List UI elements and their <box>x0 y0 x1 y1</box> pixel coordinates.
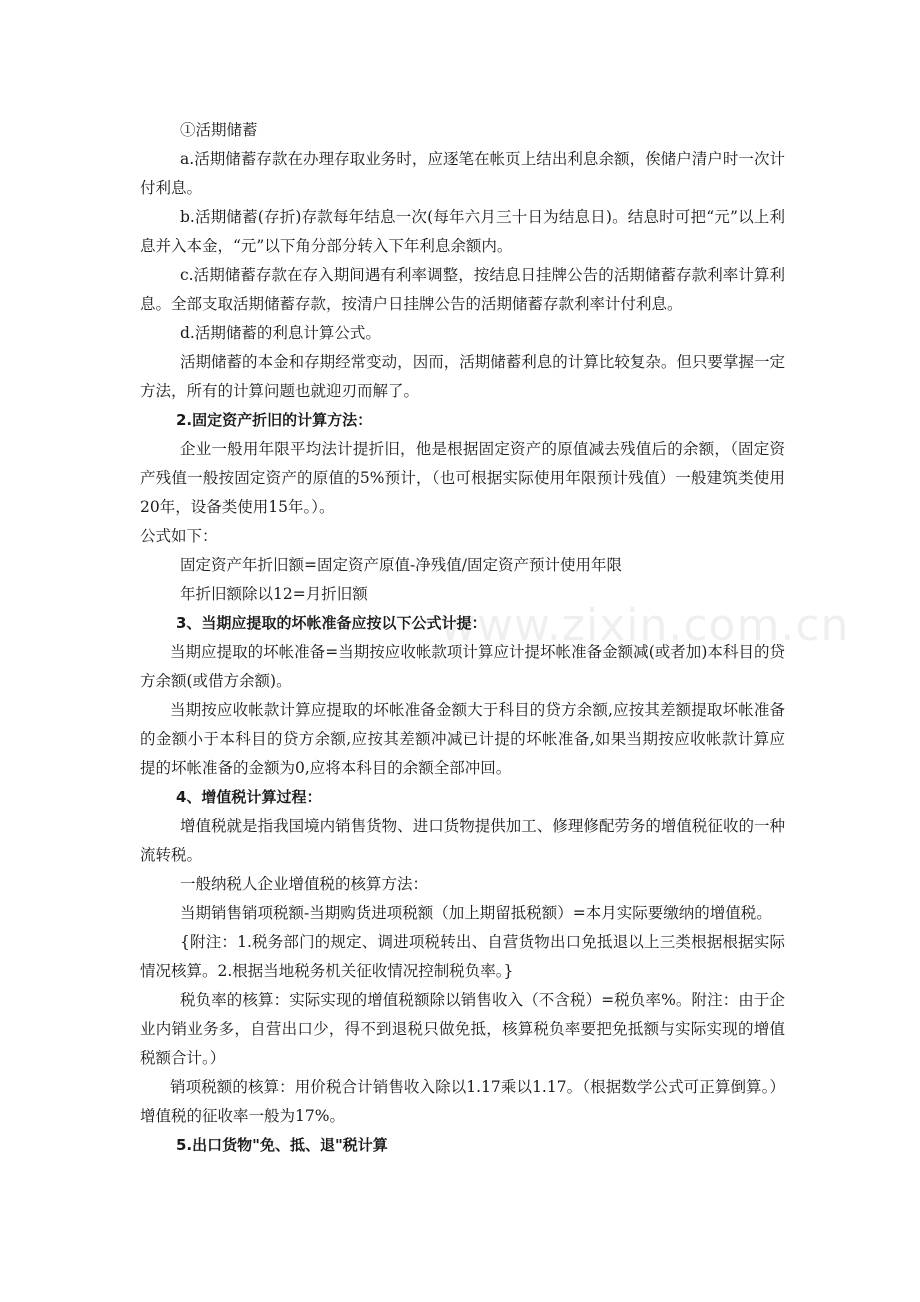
section-heading: 2.固定资产折旧的计算方法： <box>176 411 373 429</box>
paragraph: 增值税就是指我国境内销售货物、进口货物提供加工、修理修配劳务的增值税征收的一种流转税。 <box>140 817 785 864</box>
section-heading: 3、当期应提取的坏帐准备应按以下公式计提： <box>176 614 487 632</box>
paragraph: 当期应提取的坏帐准备=当期按应收帐款项计算应计提坏帐准备金额减(或者加)本科目的贷方余额(或借方余额)。 <box>140 643 785 690</box>
paragraph: 固定资产年折旧额=固定资产原值-净残值/固定资产预计使用年限 <box>180 556 622 574</box>
paragraph: a.活期储蓄存款在办理存取业务时，应逐笔在帐页上结出利息余额，俟储户清户时一次计付利息。 <box>140 150 785 197</box>
paragraph: c.活期储蓄存款在存入期间遇有利率调整，按结息日挂牌公告的活期储蓄存款利率计算利息。全部支取活期储蓄存款，按清户日挂牌公告的活期储蓄存款利率计付利息。 <box>140 266 785 313</box>
paragraph: b.活期储蓄(存折)存款每年结息一次(每年六月三十日为结息日)。结息时可把“元”以上利息并入本金，“元”以下角分部分转入下年利息余额内。 <box>140 208 785 255</box>
paragraph: 当期按应收帐款计算应提取的坏帐准备金额大于科目的贷方余额,应按其差额提取坏帐准备的金额小于本科目的贷方余额,应按其差额冲减已计提的坏帐准备,如果当期按应收帐款计算应提的坏帐准备的金额为0,应将本科目的余额全部冲回。 <box>140 701 785 777</box>
watermark: www.zixin.com.cn <box>440 600 850 651</box>
paragraph: {附注：1.税务部门的规定、调进项税转出、自营货物出口免抵退以上三类根据根据实际情况核算。2.根据当地税务机关征收情况控制税负率。} <box>140 933 785 980</box>
paragraph: 一般纳税人企业增值税的核算方法： <box>180 875 429 893</box>
paragraph: 公式如下： <box>140 527 218 545</box>
document-body <box>140 116 785 1160</box>
paragraph: 销项税额的核算：用价税合计销售收入除以1.17乘以1.17。（根据数学公式可正算倒算。）增值税的征收率一般为17%。 <box>140 1078 785 1125</box>
paragraph: 税负率的核算：实际实现的增值税额除以销售收入（不含税）=税负率%。附注：由于企业内销业务多，自营出口少，得不到退税只做免抵，核算税负率要把免抵额与实际实现的增值税额合计。） <box>140 991 785 1067</box>
paragraph: 企业一般用年限平均法计提折旧，他是根据固定资产的原值减去残值后的余额，（固定资产残值一般按固定资产的原值的5%预计，（也可根据实际使用年限预计残值）一般建筑类使用20年，设备类使用15年。）。 <box>140 440 785 516</box>
paragraph: 年折旧额除以12=月折旧额 <box>180 585 368 603</box>
section-heading: 5.出口货物"免、抵、退"税计算 <box>176 1136 388 1154</box>
paragraph: ①活期储蓄 <box>180 121 258 139</box>
paragraph: 当期销售销项税额-当期购货进项税额（加上期留抵税额）=本月实际要缴纳的增值税。 <box>180 904 772 922</box>
section-heading: 4、增值税计算过程： <box>176 788 322 806</box>
paragraph: d.活期储蓄的利息计算公式。 <box>180 324 381 342</box>
paragraph: 活期储蓄的本金和存期经常变动，因而，活期储蓄利息的计算比较复杂。但只要掌握一定方法，所有的计算问题也就迎刃而解了。 <box>140 353 785 400</box>
